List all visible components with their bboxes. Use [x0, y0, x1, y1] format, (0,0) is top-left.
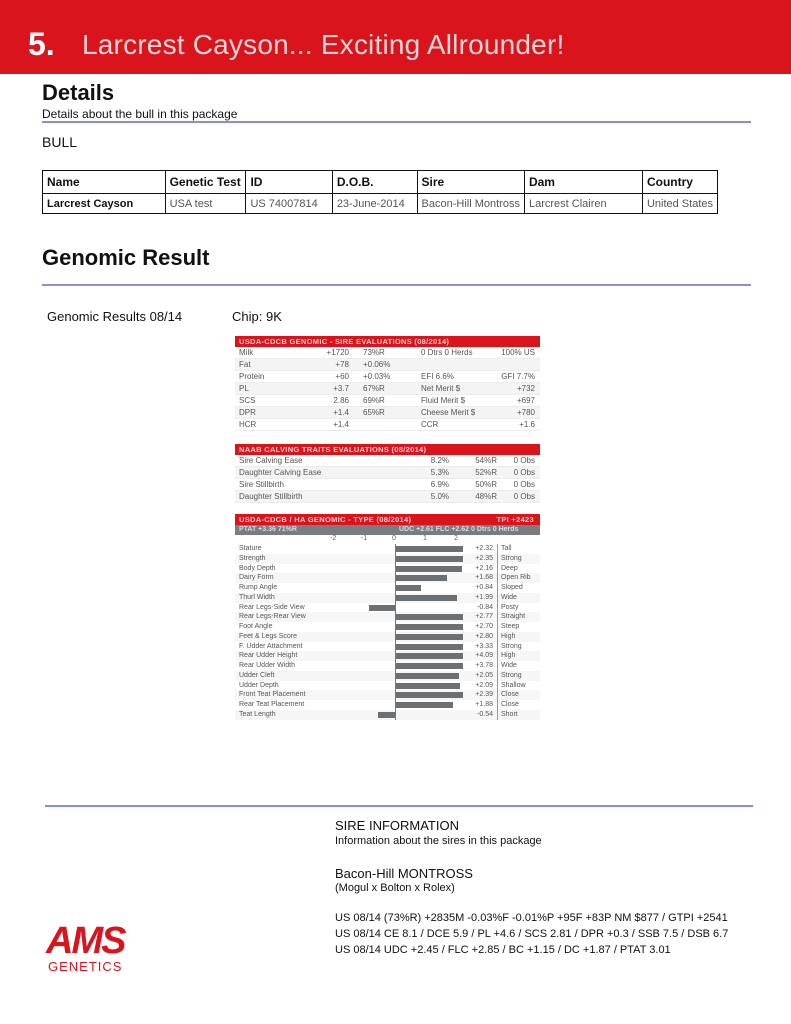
calving-eval-cell: 6.9% [430, 480, 449, 489]
trait-name: Body Depth [239, 564, 276, 572]
calving-evaluation-panel [235, 444, 540, 503]
type-trait-row [235, 554, 540, 564]
calving-eval-cell: 5.0% [430, 492, 449, 501]
trait-value: +2.35 [475, 554, 493, 562]
sire-eval-cell: CCR [421, 420, 439, 429]
calving-eval-cell: 52%R [475, 468, 497, 477]
calving-eval-cell: Daughter Calving Ease [239, 468, 322, 477]
trait-descriptor: Short [497, 710, 539, 720]
sire-eval-cell: Protein [239, 372, 265, 381]
trait-name: Foot Angle [239, 623, 273, 630]
trait-name: Udder Depth [239, 681, 279, 689]
trait-name: Feet & Legs Score [239, 632, 297, 640]
tpi-value: TPI +2423 [496, 515, 534, 524]
type-eval-title: USDA-CDCB / HA GENOMIC - TYPE (08/2014) TPI +2423 [235, 514, 540, 525]
sire-eval-cell: PL [239, 384, 249, 393]
ams-genetics-logo [46, 921, 136, 979]
trait-value: +2.77 [475, 613, 493, 621]
details-divider [42, 121, 751, 123]
type-trait-row [235, 573, 540, 583]
calving-eval-cell: 0 Obs [513, 480, 535, 489]
sire-eval-cell: HCR [239, 420, 257, 429]
zero-axis [395, 544, 396, 720]
details-subtitle: Details about the bull in this package [42, 107, 238, 121]
col-id: ID [246, 171, 332, 194]
trait-descriptor: Wide [497, 661, 539, 671]
trait-descriptor: Steep [497, 622, 539, 632]
sire-info-line: US 08/14 (73%R) +2835M -0.03%F -0.01%P +95F +83P NM $877 / GTPI +2541 [335, 912, 728, 924]
calving-eval-row [235, 455, 540, 467]
cell-id: US 74007814 [246, 194, 332, 214]
type-trait-row [235, 632, 540, 642]
sire-eval-title: USDA-CDCB GENOMIC - SIRE EVALUATIONS (08/2014) [235, 336, 540, 347]
sire-eval-cell [489, 359, 535, 370]
trait-bar [395, 683, 460, 689]
trait-bar [369, 605, 395, 611]
trait-name: F. Udder Attachment [239, 642, 303, 650]
trait-descriptor: High [497, 651, 539, 661]
page-title: Larcrest Cayson... Exciting Allrounder! [82, 29, 565, 60]
cell-dob: 23-June-2014 [332, 194, 417, 214]
trait-value: +3.33 [475, 642, 493, 650]
calving-eval-cell: 50%R [475, 480, 497, 489]
sire-eval-cell: +78 [335, 360, 349, 369]
calving-eval-row [235, 467, 540, 479]
trait-bar [395, 614, 463, 620]
type-scale [235, 535, 540, 544]
sire-eval-cell: Fat [239, 360, 251, 369]
sire-name: Bacon-Hill MONTROSS [335, 866, 473, 881]
trait-value: +0.84 [475, 584, 493, 591]
type-trait-row [235, 642, 540, 652]
type-trait-row [235, 710, 540, 720]
sire-eval-cell: +697 [516, 396, 535, 405]
calving-eval-row [235, 479, 540, 491]
sire-eval-cell: +780 [516, 408, 535, 417]
trait-bar [395, 644, 463, 650]
sire-eval-cell: +1.4 [333, 420, 349, 429]
trait-name: Dairy Form [239, 574, 274, 582]
type-trait-row [235, 690, 540, 700]
cell-genetic-test: USA test [165, 194, 246, 214]
calving-eval-cell: 0 Obs [513, 492, 535, 501]
trait-value: -0.84 [477, 603, 493, 611]
trait-bar [395, 663, 463, 669]
type-trait-row [235, 612, 540, 622]
type-trait-row [235, 661, 540, 671]
scale-tick-label: 2 [454, 535, 458, 542]
trait-name: Thurl Width [239, 593, 275, 601]
table-row [43, 194, 718, 214]
sire-eval-cell: +60 [335, 372, 349, 381]
type-trait-row [235, 583, 540, 593]
sire-eval-cell: +1.4 [333, 408, 349, 417]
sire-eval-row [235, 347, 540, 359]
trait-name: Rear Teat Placement [239, 701, 305, 708]
trait-descriptor: Shallow [497, 681, 539, 691]
trait-name: Rear Udder Height [239, 652, 298, 660]
bottom-divider [45, 805, 753, 807]
calving-eval-cell: 5.3% [430, 468, 449, 477]
trait-bar [395, 673, 459, 679]
section-number: 5. [28, 26, 55, 62]
sire-info-line: US 08/14 UDC +2.45 / FLC +2.85 / BC +1.15 / DC +1.87 / PTAT 3.01 [335, 944, 671, 956]
trait-descriptor: Straight [497, 612, 539, 622]
sire-eval-cell: Fluid Merit $ [421, 396, 466, 405]
sire-eval-row [235, 383, 540, 395]
chip-label: Chip: 9K [232, 309, 282, 324]
type-trait-row [235, 700, 540, 710]
sire-eval-cell: GFI 7.7% [501, 372, 535, 381]
bull-label: BULL [42, 134, 78, 150]
trait-value: +2.70 [475, 623, 493, 630]
bull-table [42, 170, 718, 214]
trait-value: +2.16 [475, 564, 493, 572]
type-trait-row [235, 622, 540, 632]
sire-eval-cell: 100% US [501, 348, 535, 357]
trait-bar [395, 595, 457, 601]
details-heading: Details [42, 80, 115, 105]
sire-eval-cell: 2.86 [333, 396, 349, 405]
trait-name: Rear Udder Width [239, 662, 296, 669]
col-country: Country [642, 171, 717, 194]
calving-eval-cell: Sire Calving Ease [239, 456, 303, 465]
cell-dam: Larcrest Clairen [524, 194, 642, 214]
trait-value: +4.09 [475, 652, 493, 660]
cell-sire: Bacon-Hill Montross [417, 194, 524, 214]
trait-name: Rump Angle [239, 584, 278, 591]
col-sire: Sire [417, 171, 524, 194]
sire-eval-cell: +1720 [326, 348, 349, 357]
trait-value: +1.68 [475, 574, 493, 582]
logo-subtext: GENETICS [48, 959, 123, 974]
col-name: Name [43, 171, 166, 194]
type-trait-row [235, 671, 540, 681]
trait-descriptor: Close [497, 690, 539, 700]
sire-eval-cell: 73%R [363, 348, 385, 357]
col-dam: Dam [524, 171, 642, 194]
header-bar [0, 0, 791, 74]
sire-eval-cell: 67%R [363, 384, 385, 393]
trait-value: +2.09 [475, 681, 493, 689]
logo-mark: AMS [46, 920, 125, 962]
sire-eval-row [235, 395, 540, 407]
type-trait-row [235, 544, 540, 554]
trait-bar [395, 692, 463, 698]
type-trait-row [235, 593, 540, 603]
sire-info-subtitle: Information about the sires in this package [335, 835, 542, 847]
scale-tick-label: 0 [392, 535, 396, 542]
trait-descriptor: Sloped [497, 583, 539, 593]
col-genetic-test: Genetic Test [165, 171, 246, 194]
sire-eval-cell [407, 359, 489, 370]
trait-bar [395, 702, 453, 708]
trait-descriptor: Strong [497, 554, 539, 564]
trait-descriptor: Strong [497, 642, 539, 652]
scale-tick-label: -1 [361, 535, 368, 542]
table-header-row [43, 171, 718, 194]
trait-descriptor: Open Rib [497, 573, 539, 583]
calving-eval-row [235, 491, 540, 503]
sire-eval-cell: +1.6 [519, 420, 535, 429]
trait-name: Rear Legs-Side View [239, 603, 305, 611]
calving-eval-cell: Daughter Stillbirth [239, 492, 303, 501]
sire-eval-cell: +3.7 [333, 384, 349, 393]
sire-eval-row [235, 359, 540, 371]
genomic-heading: Genomic Result [42, 245, 210, 270]
type-trait-row [235, 603, 540, 613]
trait-name: Udder Cleft [239, 671, 275, 679]
trait-bar [395, 566, 462, 572]
trait-bar [395, 575, 447, 581]
trait-value: +2.32 [475, 545, 493, 552]
trait-value: +3.78 [475, 662, 493, 669]
sire-eval-row [235, 407, 540, 419]
sire-eval-cell: 69%R [363, 396, 385, 405]
sire-evaluation-panel [235, 336, 540, 431]
type-trait-row [235, 651, 540, 661]
trait-bar [395, 556, 463, 562]
sire-eval-cell: Net Merit $ [421, 384, 461, 393]
type-evaluation-panel [235, 514, 540, 720]
scale-tick-label: 1 [423, 535, 427, 542]
trait-descriptor: Wide [497, 593, 539, 603]
sire-eval-cell [349, 419, 407, 430]
trait-bar [395, 653, 463, 659]
trait-bar [395, 546, 463, 552]
type-trait-row [235, 681, 540, 691]
trait-value: +2.05 [475, 671, 493, 679]
trait-name: Rear Legs-Rear View [239, 613, 306, 621]
sire-eval-cell: Milk [239, 348, 254, 357]
sire-eval-cell: SCS [239, 396, 256, 405]
sire-eval-row [235, 419, 540, 431]
calving-eval-title: NAAB CALVING TRAITS EVALUATIONS (08/2014) [235, 444, 540, 455]
trait-value: +2.39 [475, 691, 493, 699]
type-eval-subheader: PTAT +3.36 71%R UDC +2.61 FLC +2.62 0 Dtrs 0 Herds [235, 525, 540, 535]
calving-eval-cell: 54%R [475, 456, 497, 465]
trait-bar [395, 634, 463, 640]
trait-value: +2.80 [475, 632, 493, 640]
cell-name: Larcrest Cayson [43, 194, 166, 214]
sire-info-line: US 08/14 CE 8.1 / DCE 5.9 / PL +4.6 / SCS 2.81 / DPR +0.3 / SSB 7.5 / DSB 6.7 [335, 928, 729, 940]
trait-value: +1.88 [475, 701, 493, 708]
sire-eval-cell: +0.03% [363, 372, 391, 381]
trait-name: Teat Length [239, 710, 276, 718]
sire-eval-cell: EFI 6.6% [421, 372, 454, 381]
sire-eval-row [235, 371, 540, 383]
trait-descriptor: Posty [497, 603, 539, 613]
trait-value: -0.54 [477, 710, 493, 718]
trait-descriptor: Deep [497, 564, 539, 574]
sire-eval-cell: DPR [239, 408, 256, 417]
type-trait-row [235, 564, 540, 574]
sire-pedigree: (Mogul x Bolton x Rolex) [335, 882, 455, 894]
sire-eval-cell: 65%R [363, 408, 385, 417]
trait-descriptor: Strong [497, 671, 539, 681]
trait-descriptor: Close [497, 700, 539, 710]
trait-descriptor: Tall [497, 544, 539, 554]
genomic-divider [42, 284, 751, 286]
trait-descriptor: High [497, 632, 539, 642]
trait-bar [395, 624, 463, 630]
trait-name: Stature [239, 545, 262, 552]
scale-tick-label: -2 [330, 535, 337, 542]
col-dob: D.O.B. [332, 171, 417, 194]
trait-name: Strength [239, 554, 266, 562]
trait-bar [378, 712, 395, 718]
sire-eval-cell: 0 Dtrs 0 Herds [421, 348, 473, 357]
calving-eval-cell: Sire Stillbirth [239, 480, 284, 489]
sire-eval-cell: +732 [516, 384, 535, 393]
genomic-results-label: Genomic Results 08/14 [47, 309, 183, 324]
trait-value: +1.99 [475, 593, 493, 601]
calving-eval-cell: 0 Obs [513, 456, 535, 465]
sire-info-heading: SIRE INFORMATION [335, 818, 459, 833]
calving-eval-cell: 0 Obs [513, 468, 535, 477]
trait-name: Front Teat Placement [239, 691, 306, 699]
calving-eval-cell: 8.2% [430, 456, 449, 465]
sire-eval-cell: Cheese Merit $ [421, 408, 476, 417]
trait-bar [395, 585, 421, 591]
sire-eval-cell: +0.06% [363, 360, 391, 369]
cell-country: United States [642, 194, 717, 214]
calving-eval-cell: 48%R [475, 492, 497, 501]
